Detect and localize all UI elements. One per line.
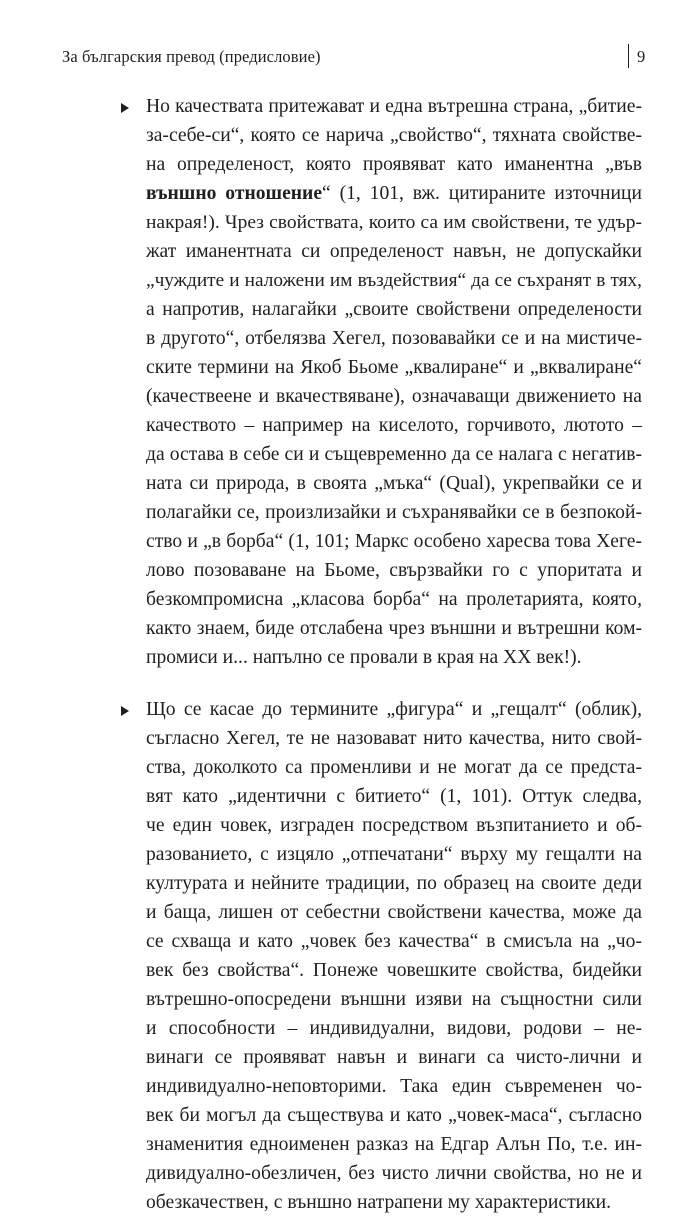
text-line: (качествеене и вкачествяване), означаващи движението на (146, 386, 642, 407)
text-line: знаменития едноименен разказ на Едгар Алън По, т.е. ин- (146, 1134, 642, 1155)
text-line: ските термини на Якоб Бьоме „квалиране“ и „вквалиране“ (146, 357, 642, 378)
header-divider (628, 44, 629, 68)
body-text (146, 92, 642, 1217)
bullet-triangle-icon (121, 706, 129, 716)
text-line: ната си природа, в своята „мъка“ (Qual), укрепвайки се и (146, 473, 642, 494)
text-line: се схваща и като „човек без качества“ в смисъла на „чо- (146, 931, 642, 952)
text-run: “ (1, 101, вж. цитираните източници (322, 183, 642, 204)
bold-term: външно отношение (146, 183, 323, 204)
chapter-title: За българския превод (предисловие) (62, 47, 321, 66)
text-line: лово позоваване на Бьоме, свързвайки го с упоритата и (146, 560, 642, 581)
text-line: полагайки се, произлизайки и съхранявайки се в безпокой- (146, 502, 642, 523)
text-line: „чуждите и наложени им въздействия“ да се съхранят в тях, (146, 270, 642, 291)
text-line: съгласно Хегел, те не назовават нито качества, нито свой- (146, 728, 642, 749)
text-line: дивидуално-обезличен, без чисто лични свойства, но не и (146, 1163, 642, 1184)
page-number: 9 (637, 47, 646, 66)
text-line: жат иманентната си определеност навън, не допускайки (146, 241, 642, 262)
text-line: културата и нейните традиции, по образец на своите деди (146, 873, 642, 894)
text-line: промиси и... напълно се провали в края на ХХ век!). (146, 647, 582, 668)
text-line: качеството – например на киселото, горчивото, лютото – (146, 415, 642, 436)
text-line: както знаем, биде отслабена чрез външни и вътрешни ком- (146, 618, 642, 639)
paragraph-1 (146, 92, 642, 672)
text-line: накрая!). Чрез свойствата, които са им свойствени, те удър- (146, 212, 642, 233)
text-line: вят като „идентични с битието“ (1, 101). Оттук следва, (146, 786, 642, 807)
text-line: индивидуално-неповторими. Така един съвременен чо- (146, 1076, 642, 1097)
text-line: и способности – индивидуални, видови, родови – не- (146, 1018, 642, 1039)
paragraph-2 (146, 695, 642, 1217)
text-line: разованието, с изцяло „отпечатани“ върху му гещалти на (146, 844, 642, 865)
running-header (62, 44, 654, 70)
text-line: да остава в себе си и същевременно да се налага с негатив- (146, 444, 642, 465)
text-line: на определеност, която проявяват като иманентна „във (146, 154, 642, 175)
text-line: век без свойства“. Понеже човешките свойства, бидейки (146, 960, 642, 981)
text-line: вътрешно-опосредени външни изяви на същностни сили (146, 989, 642, 1010)
text-line: безкомпромисна „класова борба“ на пролетарията, която, (146, 589, 642, 610)
text-line: че един човек, изграден посредством възпитанието и об- (146, 815, 642, 836)
text-line: и баща, лишен от себестни свойствени качества, може да (146, 902, 642, 923)
bullet-triangle-icon (121, 103, 129, 113)
text-line: Но качествата притежават и една вътрешна страна, „битие- (146, 96, 642, 117)
text-line: Що се касае до термините „фигура“ и „гещалт“ (облик), (146, 699, 642, 720)
text-line: в другото“, отбелязва Хегел, позовавайки се и на мистиче- (146, 328, 642, 349)
text-line (146, 179, 642, 208)
text-line: ство и „в борба“ (1, 101; Маркс особено харесва това Хеге- (146, 531, 642, 552)
text-line: а напротив, налагайки „своите свойствени определености (146, 299, 642, 320)
text-line: ства, доколкото са променливи и не могат да се предста- (146, 757, 642, 778)
text-line: обезкачествен, с външно натрапени му характеристики. (146, 1192, 612, 1213)
text-line: век би могъл да съществува и като „човек-маса“, съгласно (146, 1105, 642, 1126)
text-line: винаги се проявяват навън и винаги са чисто-лични и (146, 1047, 642, 1068)
text-line: за-себе-си“, която се нарича „свойство“, тяхната свойстве- (146, 125, 642, 146)
